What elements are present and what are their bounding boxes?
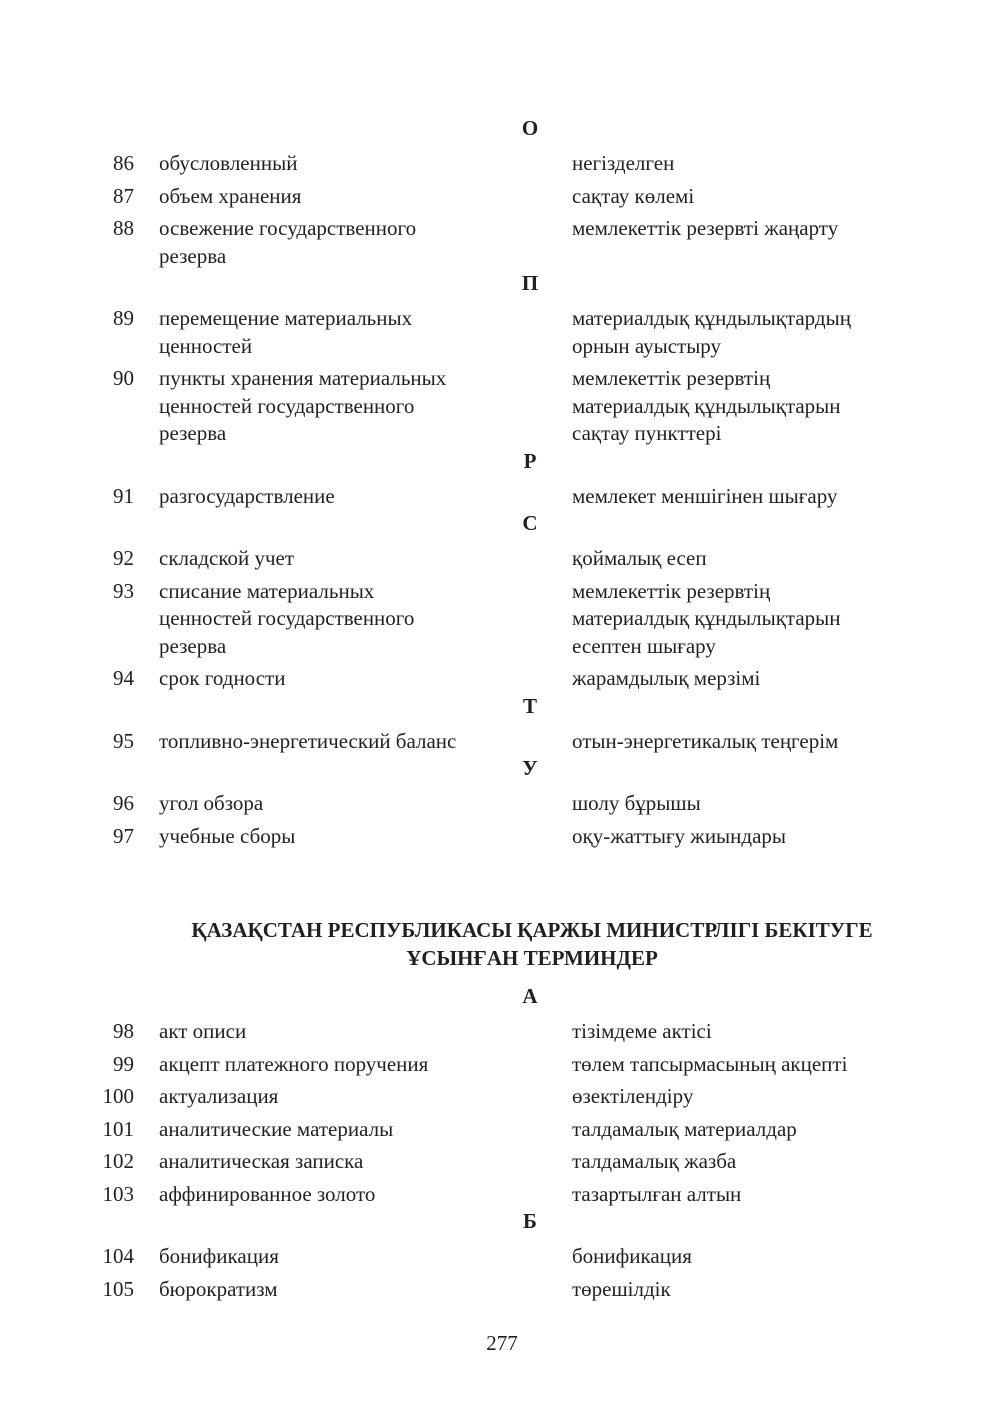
term-kazakh	[572, 1018, 902, 1046]
term-number: 97	[113, 823, 134, 848]
section-letter: У	[522, 756, 538, 780]
term-russian	[159, 823, 519, 851]
term-russian-line: акцепт платежного поручения	[159, 1051, 429, 1076]
term-russian	[159, 215, 519, 270]
term-russian-line: аналитические материалы	[159, 1116, 394, 1141]
term-russian-line: перемещение материальных	[159, 306, 413, 330]
term-number: 86	[113, 151, 134, 175]
term-number: 91	[113, 483, 134, 508]
term-russian	[159, 578, 519, 661]
term-number: 87	[113, 183, 134, 208]
term-russian-line: бюрократизм	[159, 1276, 278, 1301]
term-kazakh	[572, 823, 902, 851]
term-kazakh-line: төрешілдік	[572, 1276, 671, 1301]
term-kazakh	[572, 728, 902, 756]
term-kazakh-line: өзектілендіру	[572, 1084, 694, 1108]
section-heading-line-2: ҰСЫНҒАН ТЕРМИНДЕР	[406, 946, 658, 970]
term-kazakh-line: негізделген	[572, 151, 675, 175]
term-russian	[159, 183, 519, 211]
term-kazakh	[572, 1276, 902, 1304]
section-letter: О	[521, 116, 539, 140]
term-russian	[159, 1083, 519, 1111]
term-kazakh-line: мемлекеттік резервтің	[572, 578, 771, 603]
term-russian	[159, 1181, 519, 1209]
term-kazakh-line: есептен шығару	[572, 633, 716, 658]
term-kazakh-line: материалдық құндылықтардың	[572, 306, 851, 330]
term-kazakh	[572, 1243, 902, 1271]
term-russian	[159, 1051, 519, 1079]
term-russian-line: обусловленный	[159, 151, 298, 175]
term-russian-line: списание материальных	[159, 578, 375, 603]
term-russian-line: резерва	[159, 633, 227, 658]
term-number: 90	[113, 366, 134, 390]
section-letter: Б	[523, 1209, 537, 1233]
term-number: 102	[102, 1149, 134, 1173]
section-letter: Р	[523, 448, 537, 473]
section-letter: А	[522, 984, 538, 1008]
term-russian	[159, 1276, 519, 1304]
term-russian-line: угол обзора	[159, 791, 264, 815]
term-russian-line: учебные сборы	[159, 823, 296, 848]
term-kazakh	[572, 545, 902, 573]
term-russian	[159, 1116, 519, 1144]
term-kazakh	[572, 150, 902, 178]
term-number: 101	[102, 1116, 134, 1141]
term-kazakh	[572, 578, 902, 661]
term-russian-line: акт описи	[159, 1019, 247, 1043]
term-russian-line: бонификация	[159, 1244, 279, 1268]
term-russian	[159, 365, 519, 448]
section-letter: П	[521, 271, 539, 295]
term-number: 98	[113, 1019, 134, 1043]
term-russian-line: резерва	[159, 243, 227, 268]
term-russian	[159, 790, 519, 818]
term-kazakh-line: қоймалық есеп	[572, 546, 707, 570]
term-russian-line: срок годности	[159, 666, 286, 690]
term-kazakh-line: сақтау пункттері	[572, 421, 722, 445]
term-russian	[159, 545, 519, 573]
term-number: 92	[113, 546, 134, 570]
term-number: 96	[113, 791, 134, 815]
term-kazakh	[572, 790, 902, 818]
term-kazakh	[572, 305, 902, 360]
term-kazakh-line: талдамалық жазба	[572, 1149, 737, 1173]
term-russian-line: объем хранения	[159, 183, 302, 208]
term-russian-line: резерва	[159, 421, 227, 445]
page-number: 277	[486, 1331, 518, 1355]
term-russian	[159, 1243, 519, 1271]
term-kazakh-line: орнын ауыстыру	[572, 333, 722, 358]
term-russian-line: ценностей	[159, 333, 253, 358]
term-kazakh-line: төлем тапсырмасының акцепті	[572, 1051, 848, 1076]
term-russian-line: аффинированное золото	[159, 1181, 376, 1206]
term-kazakh-line: материалдық құндылықтарын	[572, 393, 841, 418]
term-kazakh	[572, 365, 902, 448]
term-kazakh	[572, 483, 902, 511]
term-russian	[159, 483, 519, 511]
term-russian-line: аналитическая записка	[159, 1149, 364, 1173]
term-kazakh	[572, 1083, 902, 1111]
term-kazakh-line: тазартылған алтын	[572, 1181, 742, 1206]
term-kazakh	[572, 1051, 902, 1079]
term-number: 94	[113, 666, 134, 690]
term-russian	[159, 305, 519, 360]
section-heading	[60, 916, 1004, 972]
term-kazakh-line: талдамалық материалдар	[572, 1116, 797, 1141]
term-kazakh-line: материалдық құндылықтарын	[572, 606, 841, 630]
term-russian	[159, 1018, 519, 1046]
term-kazakh	[572, 1181, 902, 1209]
term-kazakh-line: мемлекеттік резервті жаңарту	[572, 216, 839, 240]
term-kazakh-line: шолу бұрышы	[572, 791, 701, 815]
section-letter: Т	[522, 693, 537, 718]
term-russian-line: складской учет	[159, 546, 295, 570]
term-kazakh	[572, 1116, 902, 1144]
term-kazakh-line: бонификация	[572, 1244, 692, 1268]
term-kazakh	[572, 183, 902, 211]
term-kazakh-line: отын-энергетикалық теңгерім	[572, 728, 839, 753]
term-kazakh	[572, 215, 902, 243]
term-russian	[159, 1148, 519, 1176]
term-russian-line: топливно-энергетический баланс	[159, 728, 457, 753]
term-number: 95	[113, 728, 134, 753]
term-number: 99	[113, 1051, 134, 1076]
section-letter: С	[522, 511, 538, 535]
term-russian-line: пункты хранения материальных	[159, 366, 447, 390]
term-russian	[159, 728, 519, 756]
term-russian-line: разгосударствление	[159, 483, 335, 508]
term-kazakh-line: тізімдеме актісі	[572, 1019, 712, 1043]
term-number: 104	[102, 1244, 134, 1268]
term-number: 89	[113, 306, 134, 330]
term-number: 93	[113, 578, 134, 603]
term-kazakh-line: оқу-жаттығу жиындары	[572, 823, 787, 848]
term-russian	[159, 150, 519, 178]
section-heading-line-1: ҚАЗАҚСТАН РЕСПУБЛИКАСЫ ҚАРЖЫ МИНИСТРЛІГІ БЕКІТУГЕ	[191, 918, 873, 942]
term-russian-line: ценностей государственного	[159, 393, 415, 418]
term-kazakh-line: мемлекет меншігінен шығару	[572, 483, 838, 508]
term-kazakh-line: сақтау көлемі	[572, 183, 695, 208]
term-russian-line: актуализация	[159, 1084, 279, 1108]
term-number: 100	[102, 1084, 134, 1108]
term-russian-line: освежение государственного	[159, 216, 417, 240]
term-number: 105	[102, 1276, 134, 1301]
term-russian	[159, 665, 519, 693]
term-kazakh	[572, 1148, 902, 1176]
term-kazakh-line: жарамдылық мерзімі	[572, 666, 761, 690]
term-number: 88	[113, 216, 134, 240]
term-number: 103	[102, 1181, 134, 1206]
term-kazakh	[572, 665, 902, 693]
term-kazakh-line: мемлекеттік резервтің	[572, 366, 771, 390]
term-russian-line: ценностей государственного	[159, 606, 415, 630]
